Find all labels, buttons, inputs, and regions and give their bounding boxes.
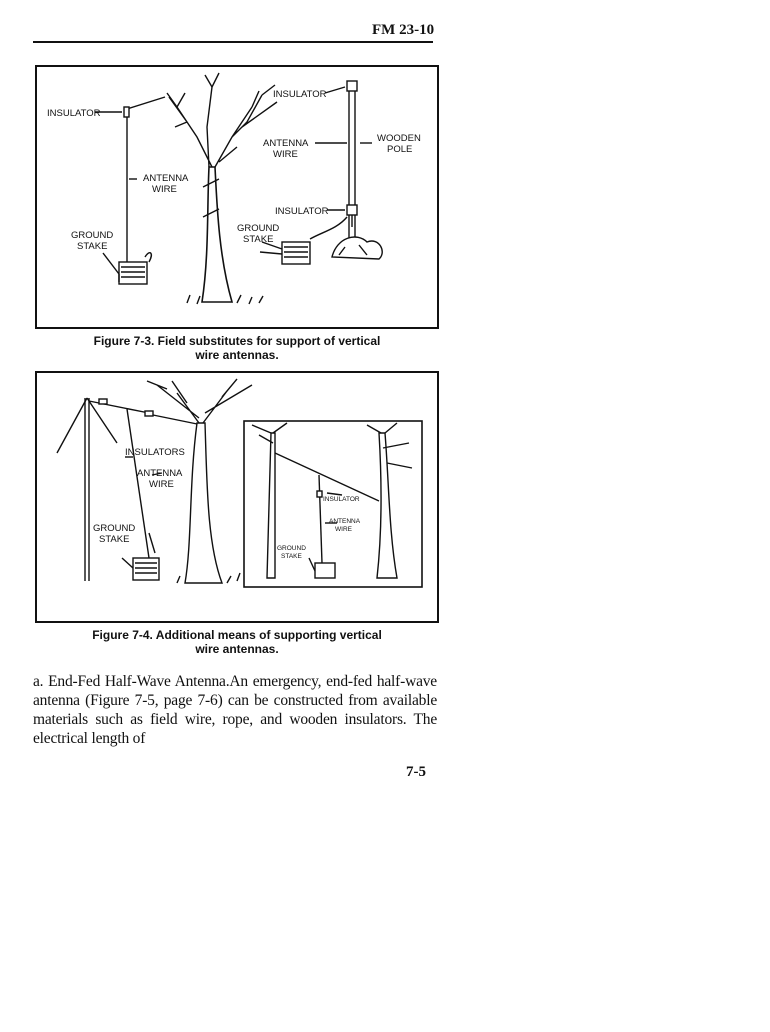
label-antenna-wire-right-2: WIRE: [273, 149, 298, 160]
run-in-heading: a. End-Fed Half-Wave Antenna.: [33, 673, 230, 690]
label-inset-ground-1: GROUND: [277, 545, 306, 552]
label-ground-stake-right-2: STAKE: [243, 234, 274, 245]
figure-7-4-caption-line2: wire antennas.: [195, 642, 279, 656]
label-antenna-wire-1: ANTENNA: [137, 468, 183, 479]
manual-id: FM 23-10: [372, 22, 435, 38]
label-ground-stake-left-2: STAKE: [77, 241, 108, 252]
label-antenna-wire-right-1: ANTENNA: [263, 138, 309, 149]
label-insulator-left: INSULATOR: [47, 108, 101, 119]
body-paragraph: [33, 672, 437, 748]
label-ground-stake-left-1: GROUND: [71, 230, 114, 241]
label-inset-insulator: INSULATOR: [323, 496, 360, 503]
figure-7-3-frame: [35, 65, 439, 329]
page-number: 7-5: [406, 764, 426, 780]
label-ground-stake-2: STAKE: [99, 534, 130, 545]
figure-7-3-illustration: [37, 67, 437, 327]
label-ground-stake-1: GROUND: [93, 523, 136, 534]
label-inset-antenna-2: WIRE: [335, 526, 352, 533]
label-insulators: INSULATORS: [125, 447, 185, 458]
label-wooden-pole-1: WOODEN: [377, 133, 421, 144]
label-antenna-wire-2: WIRE: [149, 479, 174, 490]
figure-7-4-illustration: [37, 373, 437, 621]
figure-7-4-caption-line1: Figure 7-4. Additional means of supporting vertical: [92, 628, 382, 642]
header-rule: [33, 41, 433, 43]
label-insulator-top-right: INSULATOR: [273, 89, 327, 100]
label-ground-stake-right-1: GROUND: [237, 223, 280, 234]
figure-7-3-caption-line2: wire antennas.: [195, 348, 279, 362]
figure-7-4-caption: [35, 628, 439, 656]
label-antenna-wire-left-2: WIRE: [152, 184, 177, 195]
figure-7-4-frame: [35, 371, 439, 623]
label-antenna-wire-left-1: ANTENNA: [143, 173, 189, 184]
figure-7-3-caption-line1: Figure 7-3. Field substitutes for support of vertical: [93, 334, 381, 348]
label-insulator-bottom-right: INSULATOR: [275, 206, 329, 217]
label-inset-ground-2: STAKE: [281, 553, 302, 560]
paragraph-text: An emergency, end-fed half-wave antenna (Figure 7-5, page 7-6) can be constructed from available materials such as field wire, rope, and wooden insulators. The electrical length of: [33, 673, 437, 747]
label-wooden-pole-2: POLE: [387, 144, 413, 155]
figure-7-3-caption: [35, 334, 439, 362]
label-inset-antenna-1: ANTENNA: [329, 518, 361, 525]
